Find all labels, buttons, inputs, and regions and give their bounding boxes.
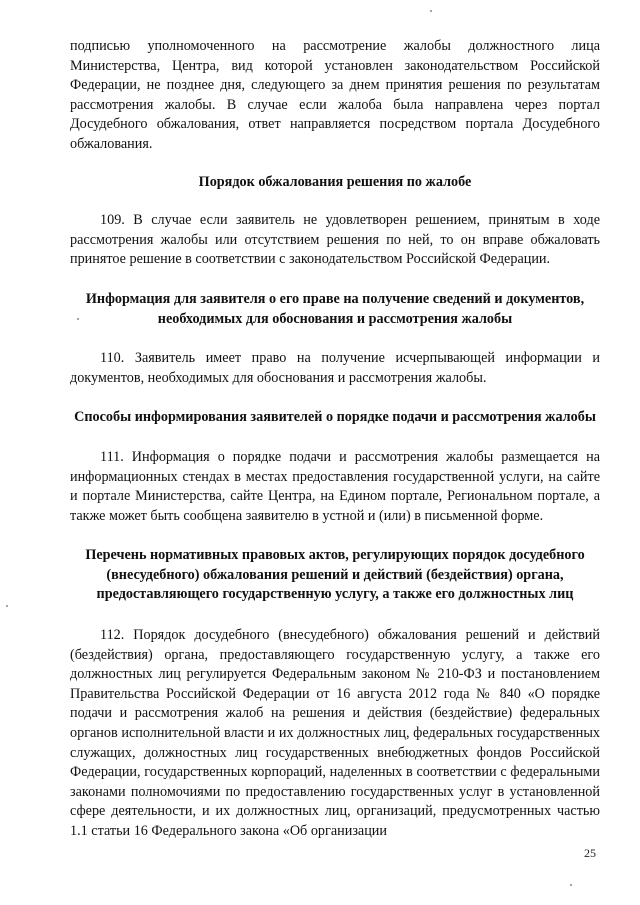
section-heading-appeal-decision: Порядок обжалования решения по жалобе	[198, 173, 472, 190]
scan-speck	[430, 10, 432, 12]
scan-speck	[570, 884, 572, 886]
section-heading-informing-methods: Способы информирования заявителей о порядке подачи и рассмотрения жалобы	[74, 409, 596, 426]
intro-paragraph: подписью уполномоченного на рассмотрение жалобы должностного лица Министерства, Центра, вид которой установлен законодательством Российской Федерации, не позднее дня, следующего за днем принятия решения по результатам рассмотрения жалобы. В случае если жалоба была направлена через портал Досудебного обжалования, ответ направляется посредством портала Досудебного обжалования.	[70, 38, 600, 152]
document-page	[70, 37, 600, 842]
paragraph-110: 110. Заявитель имеет право на получение исчерпывающей информации и документов, необходимых для обоснования и рассмотрения жалобы.	[70, 350, 600, 386]
scan-speck	[77, 318, 79, 320]
section-heading-applicant-info-rights: Информация для заявителя о его праве на получение сведений и документов, необходимых для обоснования и рассмотрения жалобы	[85, 290, 585, 327]
paragraph-109: 109. В случае если заявитель не удовлетворен решением, принятым в ходе рассмотрения жалобы или отсутствием решения по ней, то он вправе обжаловать принятое решение в соответствии с законодательством Российской Федерации.	[70, 212, 600, 268]
paragraph-112: 112. Порядок досудебного (внесудебного) обжалования решений и действий (бездействия) органа, предоставляющего государственную услугу, а также его должностных лиц регулируется Федеральным законом № 210-ФЗ и постановлением Правительства Российской Федерации от 16 августа 2012 года № 840 «О порядке подачи и рассмотрения жалоб на решения и действия (бездействие) федеральных органов исполнительной власти и их должностных лиц, федеральных государственных служащих, должностных лиц государственных внебюджетных фондов Российской Федерации, государственных корпораций, наделенных в соответствии с федеральными законами полномочиями по предоставлению государственных услуг в установленной сфере деятельности, и их должностных лиц, организаций, предусмотренных частью 1.1 статьи 16 Федерального закона «Об организации	[70, 627, 600, 839]
section-heading-legal-acts-list: Перечень нормативных правовых актов, регулирующих порядок досудебного (внесудебного) обжалования решений и действий (бездействия) органа, предоставляющего государственную услугу, а также его должностных лиц	[85, 547, 585, 603]
scan-speck	[6, 605, 8, 607]
page-number: 25	[584, 846, 596, 860]
paragraph-111: 111. Информация о порядке подачи и рассмотрения жалобы размещается на информационных стендах в местах предоставления государственной услуги, на сайте и портале Министерства, сайте Центра, на Едином портале, Региональном портале, а также может быть сообщена заявителю в устной и (или) в письменной форме.	[70, 448, 600, 524]
